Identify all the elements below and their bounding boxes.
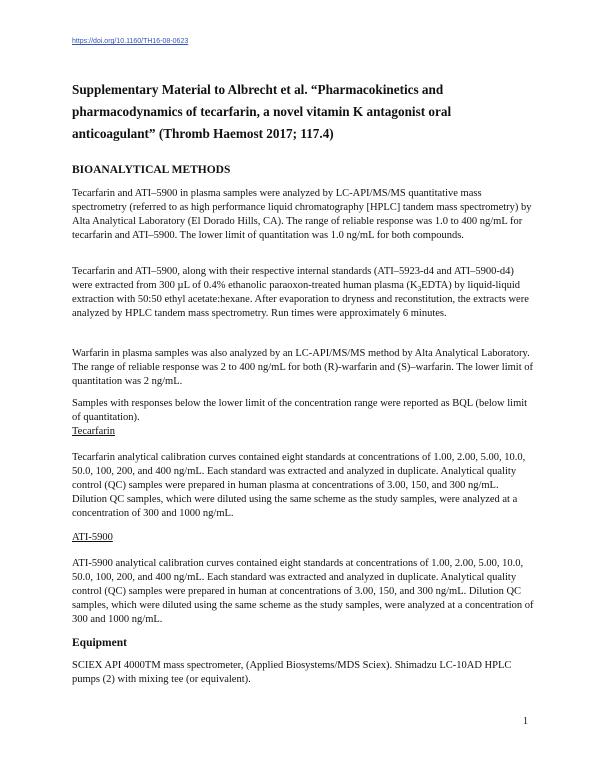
paragraph-1: Tecarfarin and ATI–5900 in plasma samples were analyzed by LC-API/MS/MS quantitative mass spectrometry (referred to as high performance liquid chromatography [HPLC] tandem mass spectrometry) by Alta Analytical Laboratory (El Dorado Hills, CA). The range of reliable response was 1.0 to 400 ng/mL for tecarfarin and ATI–5900. The lower limit of quantitation was 1.0 ng/mL for both compounds. xyxy=(72,188,532,241)
page-title: Supplementary Material to Albrecht et al. “Pharmacokinetics and pharmacodynamics of tecarfarin, a novel vitamin K antagonist oral anticoagulant” (Thromb Haemost 2017; 117.4) xyxy=(72,82,452,141)
page-number: 1 xyxy=(523,716,528,727)
paragraph-5: Tecarfarin analytical calibration curves contained eight standards at concentrations of 1.00, 2.00, 5.00, 10.0, 50.0, 100, 200, and 400 ng/mL. Each standard was extracted and analyzed in duplicate. Analytical quality control (QC) samples were prepared in human plasma at concentrations of 3.00, 150, and 300 ng/mL. Dilution QC samples, which were diluted using the same scheme as the study samples, were analyzed at a concentration of 300 and 1000 ng/mL. xyxy=(72,452,526,519)
paragraph-7: SCIEX API 4000TM mass spectrometer, (Applied Biosystems/MDS Sciex). Shimadzu LC-10AD HPLC pumps (2) with mixing tee (or equivalent). xyxy=(72,660,512,685)
section-heading: BIOANALYTICAL METHODS xyxy=(72,164,231,176)
subheading-ati-5900: ATI-5900 xyxy=(72,532,113,543)
paragraph-6: ATI-5900 analytical calibration curves contained eight standards at concentrations of 1.00, 2.00, 5.00, 10.0, 50.0, 100, 200, and 400 ng/mL. Each standard was extracted and analyzed in duplicate. Analytical quality control (QC) samples were prepared in human at concentrations of 3.00, 150, and 300 ng/mL. Dilution QC samples, which were diluted using the same scheme as the study samples, were analyzed at a concentration of 300 and 1000 ng/mL. xyxy=(72,558,534,625)
paragraph-4: Samples with responses below the lower limit of the concentration range were reported as BQL (below limit of quantitation). xyxy=(72,398,528,423)
paragraph-2 xyxy=(72,265,534,321)
equipment-heading: Equipment xyxy=(72,637,127,649)
paragraph-2-text-b: EDTA) by liquid-liquid extraction with 50:50 ethyl acetate:hexane. After evaporation to dryness and reconstitution, the extracts were analyzed by HPLC tandem mass spectrometry. Run times were approximately 6 minutes. xyxy=(72,280,529,319)
paragraph-2-subscript: 3 xyxy=(417,285,422,294)
paragraph-2-text-a: Tecarfarin and ATI–5900, along with their respective internal standards (ATI–5923-d4 and ATI–5900-d4) were extracted from 300 µL of 0.4% ethanolic paraoxon-treated human plasma (K xyxy=(72,266,514,291)
paragraph-3: Warfarin in plasma samples was also analyzed by an LC-API/MS/MS method by Alta Analytical Laboratory. The range of reliable response was 2 to 400 ng/mL for both (R)-warfarin and (S)–warfarin. The lower limit of quantitation was 2 ng/mL. xyxy=(72,348,533,387)
subheading-tecarfarin: Tecarfarin xyxy=(72,426,115,437)
doi-link[interactable]: https://doi.org/10.1160/TH16-08-0623 xyxy=(72,38,189,45)
